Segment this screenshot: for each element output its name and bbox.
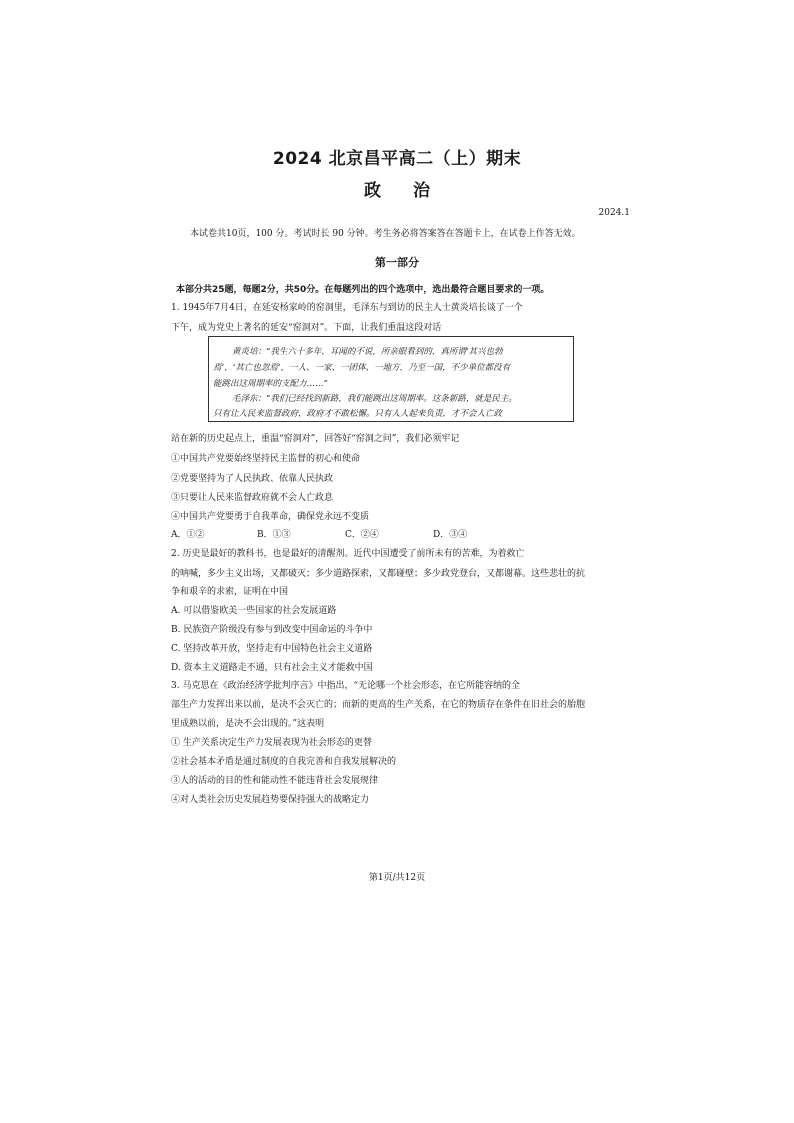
q1-quote-line: 黄炎培：“我生六十多年，耳闻的不说，所亲眼看到的，真所谓‘其兴也勃	[232, 347, 503, 357]
q1-stem-2: 下午，成为党史上著名的延安“窑洞对”。下面，让我们重温这段对话	[171, 323, 442, 333]
q1-item: ④中国共产党要勇于自我革命，确保党永远不变质	[171, 512, 370, 522]
q2-option-c[interactable]: C. 坚持改革开放，坚持走有中国特色社会主义道路	[171, 644, 373, 654]
q2-option-d[interactable]: D. 资本主义道路走不通，只有社会主义才能救中国	[171, 663, 373, 673]
q2-stem-1: 2. 历史是最好的教科书，也是最好的清醒剂。近代中国遭受了前所未有的苦难，为着救亡	[171, 549, 525, 559]
page-number: 第1页/共12页	[368, 873, 426, 883]
q1-item: ③只要让人民来监督政府就不会人亡政息	[171, 493, 334, 503]
q3-item: ④对人类社会历史发展趋势要保持强大的战略定力	[171, 795, 370, 805]
q1-option-d[interactable]: D．③④	[433, 530, 468, 540]
q1-stem-3: 站在新的历史起点上，重温“窑洞对”，回答好“窑洞之问”，我们必须牢记	[171, 434, 460, 444]
q3-stem-3: 里成熟以前，是决不会出现的。”这表明	[171, 719, 325, 729]
exam-date: 2024.1	[598, 208, 630, 218]
q1-quote-line: 焉’，‘其亡也忽焉’，一人、一家、一团体、一地方，乃至一国，不少单位都没有	[213, 363, 511, 373]
q1-quote-line: 毛泽东：“我们已经找到新路，我们能跳出这周期率。这条新路，就是民主。	[232, 394, 517, 404]
q3-stem-1: 3. 马克思在《政治经济学批判序言》中指出，“无论哪一个社会形态，在它所能容纳的全	[171, 681, 521, 691]
exam-subject: 政 治	[364, 181, 430, 201]
q3-item: ②社会基本矛盾是通过制度的自我完善和自我发展解决的	[171, 757, 397, 767]
section-title: 第一部分	[375, 256, 419, 269]
exam-title: 2024 北京昌平高二（上）期末	[272, 149, 522, 169]
section-instruction: 本部分共25题，每题2分，共50分。在每题列出的四个选项中，选出最符合题目要求的一项。	[176, 285, 550, 295]
q1-options	[171, 527, 467, 540]
q3-item: ① 生产关系决定生产力发展表现为社会形态的更替	[171, 738, 372, 748]
q2-stem-3: 争和艰辛的求索，证明在中国	[171, 587, 289, 597]
q2-option-a[interactable]: A. 可以借鉴欧美一些国家的社会发展道路	[171, 606, 337, 616]
q2-option-b[interactable]: B. 民族资产阶级没有参与到改变中国命运的斗争中	[171, 625, 373, 635]
q1-item: ②党要坚持为了人民执政、依靠人民执政	[171, 474, 334, 484]
q3-stem-2: 部生产力发挥出来以前，是决不会灭亡的；而新的更高的生产关系，在它的物质存在条件在旧社会的胎胞	[171, 700, 586, 710]
q1-quote-line: 只有让人民来监督政府，政府才不敢松懈。只有人人起来负责，才不会人亡政	[213, 409, 503, 419]
q1-option-a[interactable]: A．①②	[171, 530, 205, 540]
q1-item: ①中国共产党要始终坚持民主监督的初心和使命	[171, 454, 361, 464]
q2-stem-2: 的呐喊，多少主义出场，又都破灭；多少道路探索，又都碰壁；多少政党登台，又都谢幕。这些悲壮的抗	[171, 569, 586, 579]
q3-item: ③人的活动的目的性和能动性不能违背社会发展规律	[171, 776, 379, 786]
q1-stem-1: 1. 1945年7月4日，在延安杨家岭的窑洞里，毛泽东与到访的民主人士黄炎培长谈了一个	[171, 303, 523, 313]
q1-option-b[interactable]: B．①③	[257, 530, 291, 540]
q1-option-c[interactable]: C．②④	[345, 530, 379, 540]
exam-notice: 本试卷共10页，100 分。考试时长 90 分钟。考生务必将答案答在答题卡上，在试卷上作答无效。	[190, 229, 581, 239]
q1-quote-line: 能跳出这周期率的支配力……”	[213, 379, 328, 389]
